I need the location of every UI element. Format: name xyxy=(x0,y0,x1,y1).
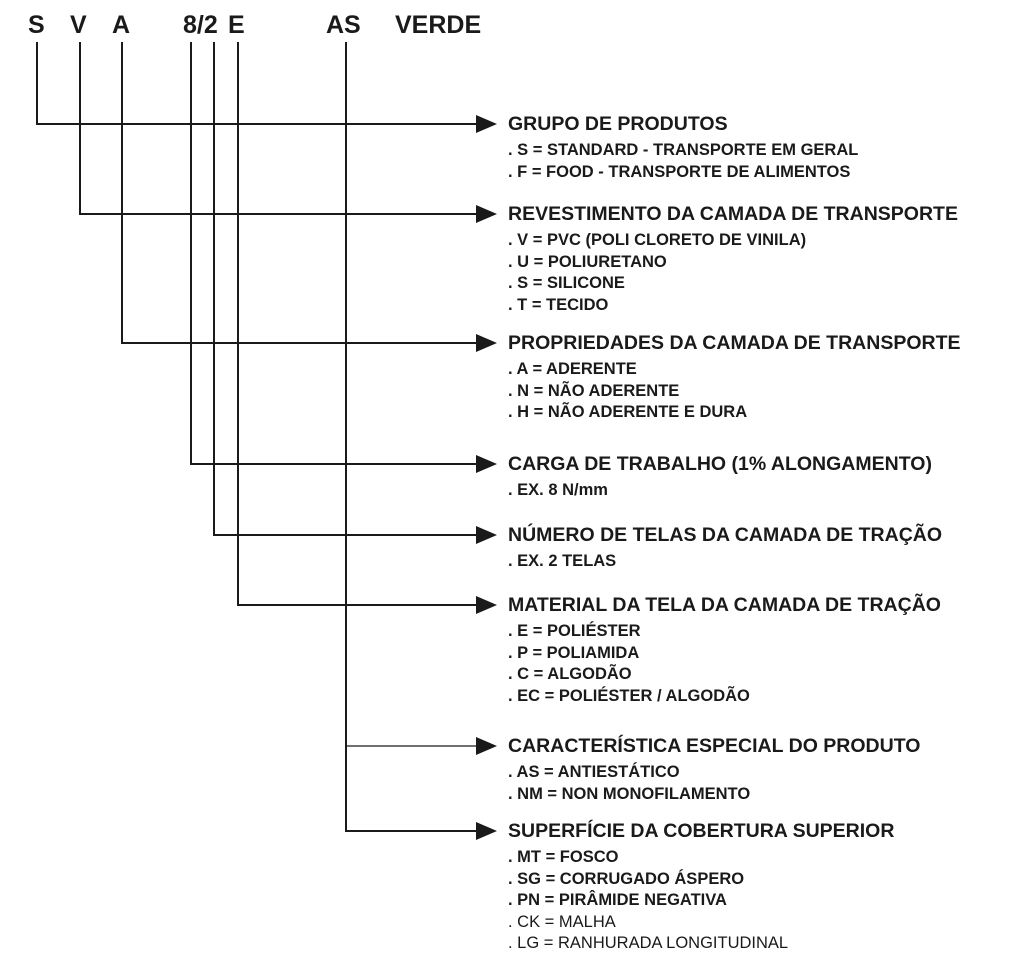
code-part-e: E xyxy=(228,11,245,39)
group-item: . PN = PIRÂMIDE NEGATIVA xyxy=(508,891,727,909)
group-propriedades xyxy=(508,331,961,424)
group-material-da-tela xyxy=(508,593,941,707)
group-title: CARACTERÍSTICA ESPECIAL DO PRODUTO xyxy=(508,735,921,757)
code-part-as: AS xyxy=(326,11,361,39)
group-item: . NM = NON MONOFILAMENTO xyxy=(508,784,751,803)
group-item: . T = TECIDO xyxy=(508,295,609,314)
code-part-a: A xyxy=(112,11,131,39)
code-part-verde: VERDE xyxy=(395,11,482,39)
group-caracteristica-especial xyxy=(508,734,920,805)
group-item: . P = POLIAMIDA xyxy=(508,643,640,662)
arrowhead-carga xyxy=(476,455,497,473)
group-item: . EX. 2 TELAS xyxy=(508,552,617,570)
arrowhead-grupo xyxy=(476,115,497,133)
arrowhead-propriedades xyxy=(476,334,497,352)
group-carga-de-trabalho xyxy=(508,452,932,502)
code-part-v: V xyxy=(70,11,87,39)
group-title: PROPRIEDADES DA CAMADA DE TRANSPORTE xyxy=(508,332,961,354)
group-title: GRUPO DE PRODUTOS xyxy=(508,113,728,135)
arrowhead-telas xyxy=(476,526,497,544)
group-title: SUPERFÍCIE DA COBERTURA SUPERIOR xyxy=(508,820,895,842)
group-item: . C = ALGODÃO xyxy=(508,665,632,683)
arrowhead-superficie xyxy=(476,822,497,840)
group-numero-de-telas xyxy=(508,523,942,573)
arrowhead-caracteristica xyxy=(476,737,497,755)
connector-revestimento xyxy=(80,42,478,214)
group-item: . EX. 8 N/mm xyxy=(508,481,608,499)
group-item: . S = STANDARD - TRANSPORTE EM GERAL xyxy=(508,141,859,159)
group-title: REVESTIMENTO DA CAMADA DE TRANSPORTE xyxy=(508,203,958,225)
group-item: . CK = MALHA xyxy=(508,912,616,931)
code-part-carga-telas: 8/2 xyxy=(183,11,218,39)
group-item: . V = PVC (POLI CLORETO DE VINILA) xyxy=(508,231,807,249)
group-title: CARGA DE TRABALHO (1% ALONGAMENTO) xyxy=(508,453,932,475)
group-title: NÚMERO DE TELAS DA CAMADA DE TRAÇÃO xyxy=(508,524,943,546)
code-part-s: S xyxy=(28,11,45,39)
group-item: . F = FOOD - TRANSPORTE DE ALIMENTOS xyxy=(508,162,851,181)
group-revestimento xyxy=(508,202,958,316)
connector-superficie xyxy=(346,42,478,831)
connector-grupo xyxy=(37,42,478,124)
group-item: . S = SILICONE xyxy=(508,274,625,292)
arrowhead-material xyxy=(476,596,497,614)
group-item: . U = POLIURETANO xyxy=(508,252,667,271)
group-superficie-da-cobertura xyxy=(508,819,894,955)
arrowhead-revestimento xyxy=(476,205,497,223)
group-item: . MT = FOSCO xyxy=(508,848,619,866)
group-item: . EC = POLIÉSTER / ALGODÃO xyxy=(508,686,750,705)
group-item: . AS = ANTIESTÁTICO xyxy=(508,763,680,781)
group-item: . E = POLIÉSTER xyxy=(508,622,641,640)
group-item: . SG = CORRUGADO ÁSPERO xyxy=(508,869,745,888)
connector-propriedades xyxy=(122,42,478,343)
connector-carga xyxy=(191,42,478,464)
connector-material xyxy=(238,42,478,605)
group-title: MATERIAL DA TELA DA CAMADA DE TRAÇÃO xyxy=(508,594,941,616)
group-item: . A = ADERENTE xyxy=(508,360,637,378)
group-item: . N = NÃO ADERENTE xyxy=(508,381,680,400)
group-item: . LG = RANHURADA LONGITUDINAL xyxy=(508,934,789,952)
group-item: . H = NÃO ADERENTE E DURA xyxy=(508,403,748,421)
group-grupo-de-produtos xyxy=(508,112,858,183)
